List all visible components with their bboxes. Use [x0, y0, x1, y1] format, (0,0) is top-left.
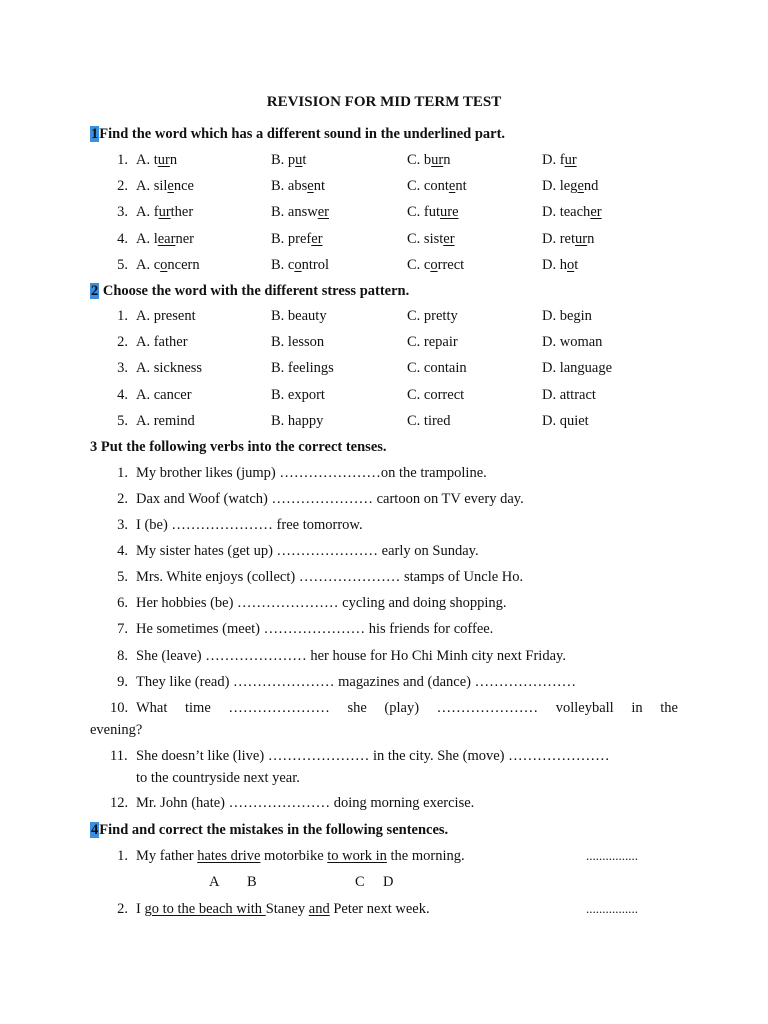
item-12-text: Mr. John (hate) ………………… doing morning exercise.: [136, 795, 475, 811]
option-c: [407, 178, 467, 195]
mistake-item-1: [0, 848, 768, 870]
item-number: 2.: [117, 491, 128, 507]
item-text: Mrs. White enjoys (collect) ………………… stamps of Uncle Ho.: [136, 569, 524, 585]
option-b: [271, 152, 306, 169]
sound-question-row: [0, 257, 768, 279]
option-a: A. present: [136, 308, 196, 324]
section4-number: 4: [91, 822, 99, 838]
item-number: 1.: [117, 848, 128, 864]
underlined-sound: e: [448, 178, 456, 194]
word: volleyball: [555, 700, 614, 716]
option-text: C. sist: [407, 231, 444, 247]
option-text: C. cont: [407, 178, 449, 194]
page-title: REVISION FOR MID TERM TEST: [266, 94, 502, 110]
underlined-sound: ur: [158, 204, 171, 220]
option-text: D. leg: [542, 178, 578, 194]
label-c: C: [355, 874, 365, 890]
item-text: He sometimes (meet) ………………… his friends for coffee.: [136, 621, 494, 637]
stress-question-row: [0, 360, 768, 382]
stress-question-row: [0, 334, 768, 356]
underlined-sound: ure: [440, 204, 459, 220]
word: she: [347, 700, 367, 716]
item-text: They like (read) ………………… magazines and (dance) …………………: [136, 674, 577, 690]
option-text: D. f: [542, 152, 565, 168]
option-c: [407, 204, 459, 221]
option-c: [407, 152, 451, 169]
mistake-sentence-1: [136, 848, 465, 865]
item-10-continuation: evening?: [90, 722, 143, 738]
option-text: C. c: [407, 257, 431, 273]
option-c: [407, 257, 464, 274]
item-number: 8.: [117, 648, 128, 664]
underlined-sound: er: [317, 204, 329, 220]
underlined-sound: o: [430, 257, 438, 273]
option-text: rrect: [437, 257, 465, 273]
verb-item-11: [0, 748, 768, 770]
option-a: A. father: [136, 334, 188, 350]
option-text: B. abs: [271, 178, 308, 194]
option-text: C. fut: [407, 204, 441, 220]
word: (play): [384, 700, 420, 716]
option-text: D. ret: [542, 231, 576, 247]
option-text: A. t: [136, 152, 158, 168]
option-b: [271, 257, 329, 274]
option-text: A. sil: [136, 178, 168, 194]
verb-item: [0, 595, 768, 617]
underlined-sound: er: [590, 204, 602, 220]
sound-question-row: [0, 152, 768, 174]
word: the: [660, 700, 678, 716]
word: …………………: [228, 700, 330, 716]
sentence-part: Peter next week.: [329, 901, 430, 917]
item-number: 6.: [117, 595, 128, 611]
underlined-sound: o: [160, 257, 168, 273]
option-text: D. h: [542, 257, 567, 273]
item-number: 9.: [117, 674, 128, 690]
underlined-sound: e: [577, 178, 584, 194]
option-c: C. contain: [407, 360, 467, 376]
option-text: nce: [173, 178, 194, 194]
option-text: B. c: [271, 257, 295, 273]
option-text: A. c: [136, 257, 161, 273]
item-number: 2.: [117, 901, 128, 917]
option-a: [136, 152, 177, 169]
underlined-sound: e: [167, 178, 174, 194]
option-a: [136, 257, 200, 274]
verb-item: [0, 465, 768, 487]
option-b: B. feelings: [271, 360, 334, 376]
underlined-sound: e: [307, 178, 314, 194]
sentence-part: I: [136, 901, 145, 917]
underlined-part: hates drive: [197, 848, 261, 864]
sentence-part: Staney: [265, 901, 309, 917]
item-number: 1.: [117, 308, 128, 324]
option-text: nt: [455, 178, 467, 194]
option-text: B. answ: [271, 204, 318, 220]
option-b: B. export: [271, 387, 325, 403]
item-text: I (be) ………………… free tomorrow.: [136, 517, 363, 533]
section1-number: 1: [91, 126, 99, 142]
underlined-sound: u: [295, 152, 303, 168]
verb-item: [0, 674, 768, 696]
option-c: C. correct: [407, 387, 465, 403]
item-number: 3.: [117, 360, 128, 376]
item-number: 2.: [117, 178, 128, 194]
stress-question-row: [0, 387, 768, 409]
stress-question-row: [0, 413, 768, 435]
label-d: D: [383, 874, 394, 890]
underlined-sound: ur: [157, 152, 170, 168]
option-c: C. repair: [407, 334, 458, 350]
option-d: [542, 204, 602, 221]
item-number: 4.: [117, 231, 128, 247]
option-text: B. p: [271, 152, 296, 168]
verb-item: [0, 648, 768, 670]
option-d: [542, 257, 578, 274]
item-10-line: [136, 700, 678, 717]
option-c: C. pretty: [407, 308, 458, 324]
option-a: [136, 178, 194, 195]
option-d: [542, 178, 598, 195]
stress-question-row: [0, 308, 768, 330]
option-d: [542, 152, 577, 169]
option-text: ntrol: [301, 257, 329, 273]
item-11-line-2: to the countryside next year.: [136, 770, 300, 786]
underlined-sound: o: [566, 257, 575, 273]
option-text: D. teach: [542, 204, 591, 220]
item-number: 4.: [117, 387, 128, 403]
underlined-sound: ur: [431, 152, 444, 168]
option-text: ther: [170, 204, 194, 220]
verb-item: [0, 517, 768, 539]
item-number: 2.: [117, 334, 128, 350]
option-a: A. cancer: [136, 387, 192, 403]
mistake-sentence-2: [136, 901, 430, 918]
underlined-part: go to the beach with: [144, 901, 266, 917]
label-b: B: [247, 874, 257, 890]
option-text: t: [302, 152, 307, 168]
option-d: D. woman: [542, 334, 603, 350]
verb-item: [0, 569, 768, 591]
item-number: 1.: [117, 152, 128, 168]
section2-number: 2: [91, 283, 99, 299]
option-text: nd: [583, 178, 599, 194]
underlined-part: to work in: [327, 848, 387, 864]
verb-item-10: [0, 700, 768, 722]
item-text: She (leave) ………………… her house for Ho Chi Minh city next Friday.: [136, 648, 566, 664]
option-d: D. quiet: [542, 413, 589, 429]
option-d: D. attract: [542, 387, 596, 403]
sound-question-row: [0, 204, 768, 226]
option-a: [136, 204, 193, 221]
item-number: 5.: [117, 257, 128, 273]
section4-heading: [90, 822, 448, 839]
option-a: [136, 231, 194, 248]
option-b: B. beauty: [271, 308, 327, 324]
option-text: t: [574, 257, 579, 273]
underlined-sound: ear: [157, 231, 176, 247]
option-text: B. pref: [271, 231, 312, 247]
item-text: Dax and Woof (watch) ………………… cartoon on TV every day.: [136, 491, 524, 507]
mistake-item-2: [0, 901, 768, 923]
option-text: A. f: [136, 204, 159, 220]
item-number: 5.: [117, 569, 128, 585]
answer-blank: ................: [586, 848, 638, 863]
sentence-part: motorbike: [260, 848, 328, 864]
option-b: [271, 231, 323, 248]
option-c: [407, 231, 455, 248]
item-number: 3.: [117, 204, 128, 220]
underlined-part: and: [308, 901, 330, 917]
option-d: [542, 231, 594, 248]
sentence-part: My father: [136, 848, 198, 864]
label-a: A: [209, 874, 220, 890]
sound-question-row: [0, 231, 768, 253]
word: time: [185, 700, 211, 716]
item-number: 7.: [117, 621, 128, 637]
item-11-line-1: She doesn’t like (live) ………………… in the city. She (move) …………………: [136, 748, 610, 764]
item-number: 11.: [110, 748, 128, 764]
verb-item: [0, 491, 768, 513]
item-number: 10.: [110, 700, 129, 716]
mistake-labels-row: [0, 874, 768, 896]
section2-heading: [90, 283, 409, 300]
sound-question-row: [0, 178, 768, 200]
option-d: D. begin: [542, 308, 592, 324]
option-d: D. language: [542, 360, 613, 376]
option-text: n: [587, 231, 595, 247]
word: in: [631, 700, 643, 716]
item-text: My brother likes (jump) …………………on the trampoline.: [136, 465, 487, 481]
option-text: ncern: [167, 257, 200, 273]
underlined-sound: er: [311, 231, 323, 247]
option-text: C. b: [407, 152, 432, 168]
option-text: ner: [175, 231, 194, 247]
section2-heading-text: Choose the word with the different stress pattern.: [102, 283, 410, 299]
underlined-sound: o: [294, 257, 302, 273]
verb-item: [0, 621, 768, 643]
option-b: B. lesson: [271, 334, 325, 350]
word: What: [136, 700, 168, 716]
section3-heading: 3 Put the following verbs into the correct tenses.: [90, 439, 387, 455]
verb-item: [0, 543, 768, 565]
option-text: n: [443, 152, 451, 168]
underlined-sound: er: [443, 231, 455, 247]
underlined-sound: ur: [564, 152, 577, 168]
option-b: [271, 204, 329, 221]
section1-heading: [90, 126, 505, 143]
answer-blank: ................: [586, 901, 638, 916]
option-a: A. sickness: [136, 360, 203, 376]
option-text: n: [169, 152, 178, 168]
item-number: 12.: [110, 795, 129, 811]
option-text: A. l: [136, 231, 158, 247]
item-number: 4.: [117, 543, 128, 559]
option-b: [271, 178, 325, 195]
section1-heading-text: Find the word which has a different sound in the underlined part.: [99, 126, 506, 142]
verb-item-12: [0, 795, 768, 817]
underlined-sound: ur: [575, 231, 588, 247]
option-b: B. happy: [271, 413, 324, 429]
item-text: Her hobbies (be) ………………… cycling and doing shopping.: [136, 595, 507, 611]
option-a: A. remind: [136, 413, 195, 429]
item-text: My sister hates (get up) ………………… early on Sunday.: [136, 543, 479, 559]
word: …………………: [436, 700, 539, 716]
item-number: 5.: [117, 413, 128, 429]
option-c: C. tired: [407, 413, 451, 429]
sentence-part: the morning.: [386, 848, 465, 864]
item-number: 3.: [117, 517, 128, 533]
section4-heading-text: Find and correct the mistakes in the following sentences.: [99, 822, 449, 838]
item-number: 1.: [117, 465, 128, 481]
option-text: nt: [313, 178, 325, 194]
